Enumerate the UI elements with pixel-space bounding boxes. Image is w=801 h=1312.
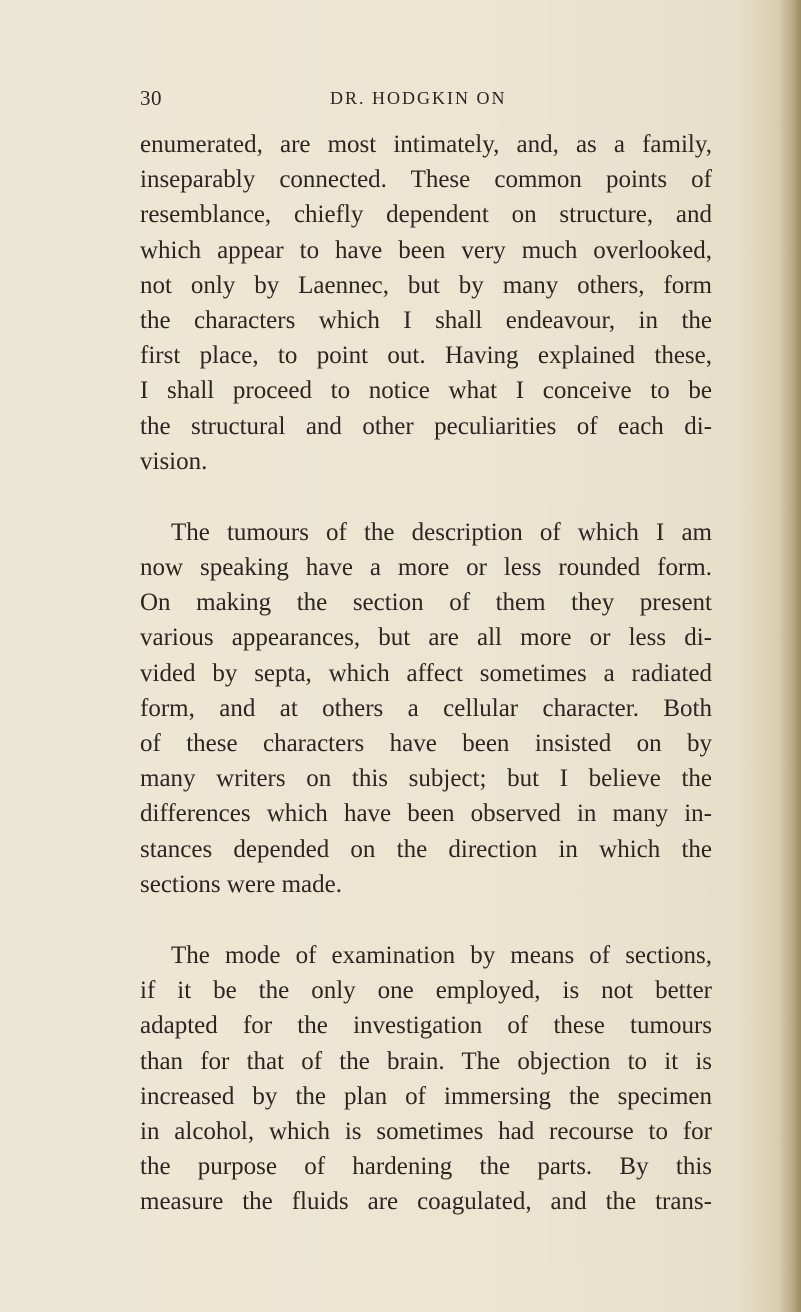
- text-line: in alcohol, which is sometimes had recourse to for: [140, 1117, 712, 1145]
- text-line: On making the section of them they present: [140, 589, 712, 617]
- text-line: than for that of the brain. The objection to it is: [140, 1047, 712, 1075]
- text-line: measure the fluids are coagulated, and the trans-: [140, 1188, 712, 1216]
- running-head: [140, 86, 720, 116]
- text-line: vided by septa, which affect sometimes a radiated: [140, 659, 712, 687]
- paragraph-2: [140, 515, 712, 902]
- text-line: the characters which I shall endeavour, in the: [140, 306, 712, 334]
- text-line: form, and at others a cellular character. Both: [140, 694, 712, 722]
- text-line: vision.: [140, 447, 208, 475]
- body-text: [140, 127, 712, 1219]
- text-line: inseparably connected. These common points of: [140, 166, 712, 194]
- text-line: many writers on this subject; but I believe the: [140, 765, 712, 793]
- page-edge-shadow: [779, 0, 801, 1312]
- text-line: not only by Laennec, but by many others, form: [140, 271, 712, 299]
- paragraph-1: [140, 127, 712, 479]
- paragraph-gap: [140, 902, 712, 938]
- text-line: which appear to have been very much overlooked,: [140, 236, 712, 264]
- text-line: stances depended on the direction in which the: [140, 835, 712, 863]
- paragraph-gap: [140, 479, 712, 515]
- text-line: the structural and other peculiarities of each di-: [140, 412, 712, 440]
- text-line: if it be the only one employed, is not better: [140, 977, 712, 1005]
- text-line: resemblance, chiefly dependent on structure, and: [140, 201, 712, 229]
- text-line: differences which have been observed in many in-: [140, 800, 712, 828]
- paragraph-3: [140, 938, 712, 1220]
- text-line: adapted for the investigation of these tumours: [140, 1012, 712, 1040]
- text-line: sections were made.: [140, 870, 343, 898]
- text-line: first place, to point out. Having explained these,: [140, 342, 712, 370]
- text-line: of these characters have been insisted on by: [140, 730, 712, 757]
- text-line: enumerated, are most intimately, and, as a family,: [140, 131, 712, 158]
- page-number: 30: [140, 86, 162, 110]
- text-line: now speaking have a more or less rounded form.: [140, 554, 712, 582]
- text-line: various appearances, but are all more or less di-: [140, 624, 712, 652]
- text-line: the purpose of hardening the parts. By this: [140, 1153, 712, 1181]
- running-title: DR. HODGKIN ON: [330, 88, 507, 108]
- text-line: I shall proceed to notice what I conceive to be: [140, 377, 712, 405]
- text-line: The tumours of the description of which I am: [171, 518, 712, 546]
- text-line: increased by the plan of immersing the specimen: [140, 1082, 712, 1110]
- text-line: The mode of examination by means of sections,: [171, 941, 712, 969]
